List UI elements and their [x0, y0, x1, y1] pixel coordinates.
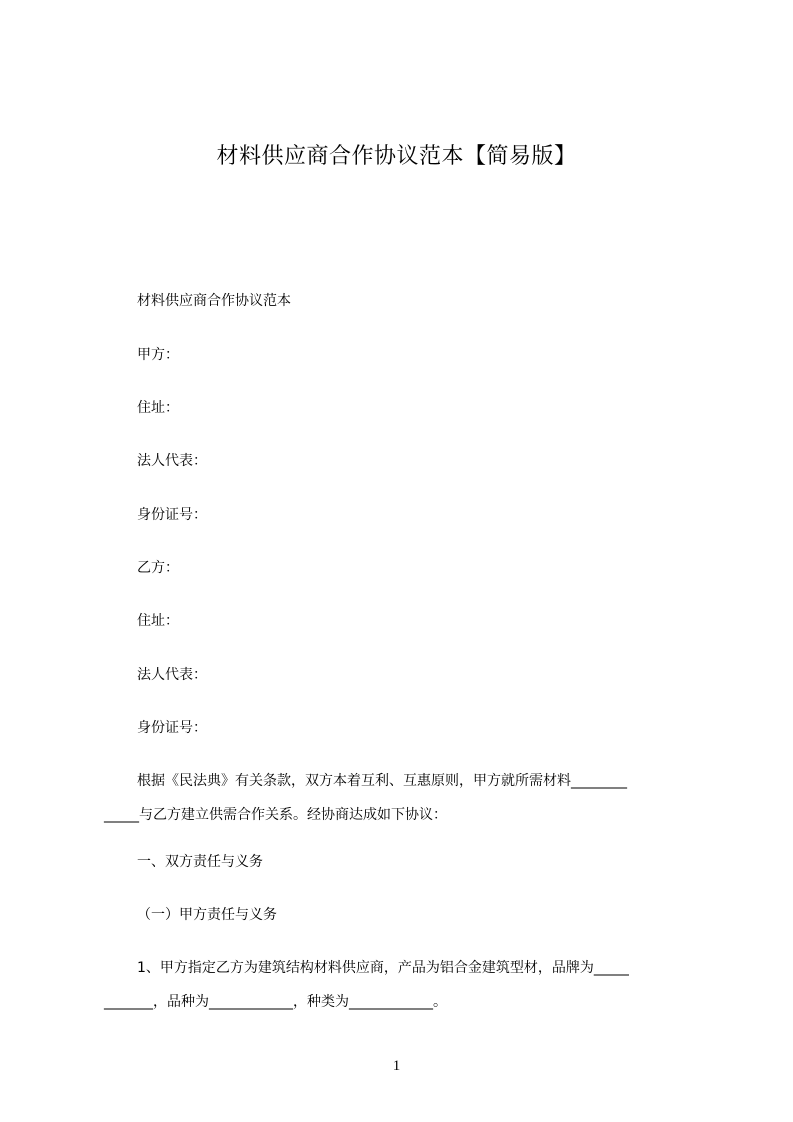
party-b-id-label: 身份证号：	[137, 720, 207, 736]
subsection-1-heading: （一）甲方责任与义务	[137, 907, 277, 923]
preamble-line-2: _____与乙方建立供需合作关系。经协商达成如下协议：	[104, 807, 447, 823]
party-a-label: 甲方：	[137, 347, 179, 363]
party-b-label: 乙方：	[137, 560, 179, 576]
section-1-heading: 一、双方责任与义务	[137, 854, 263, 870]
clause-1-line-1: 1、甲方指定乙方为建筑结构材料供应商，产品为铝合金建筑型材，品牌为_____	[137, 960, 629, 976]
party-a-id-label: 身份证号：	[137, 507, 207, 523]
document-subtitle: 材料供应商合作协议范本	[137, 293, 291, 309]
clause-1-paragraph	[104, 958, 704, 1026]
party-a-address-label: 住址：	[137, 400, 179, 416]
party-a-legal-rep-label: 法人代表：	[137, 453, 207, 469]
preamble-line-1: 根据《民法典》有关条款，双方本着互利、互惠原则，甲方就所需材料________	[137, 773, 627, 789]
party-b-address-label: 住址：	[137, 613, 179, 629]
page-number: 1	[392, 1058, 401, 1074]
document-title: 材料供应商合作协议范本【简易版】	[216, 144, 577, 169]
party-b-legal-rep-label: 法人代表：	[137, 667, 207, 683]
preamble-paragraph	[104, 771, 704, 839]
clause-1-line-2: _______，品种为____________，种类为____________。	[104, 994, 447, 1010]
